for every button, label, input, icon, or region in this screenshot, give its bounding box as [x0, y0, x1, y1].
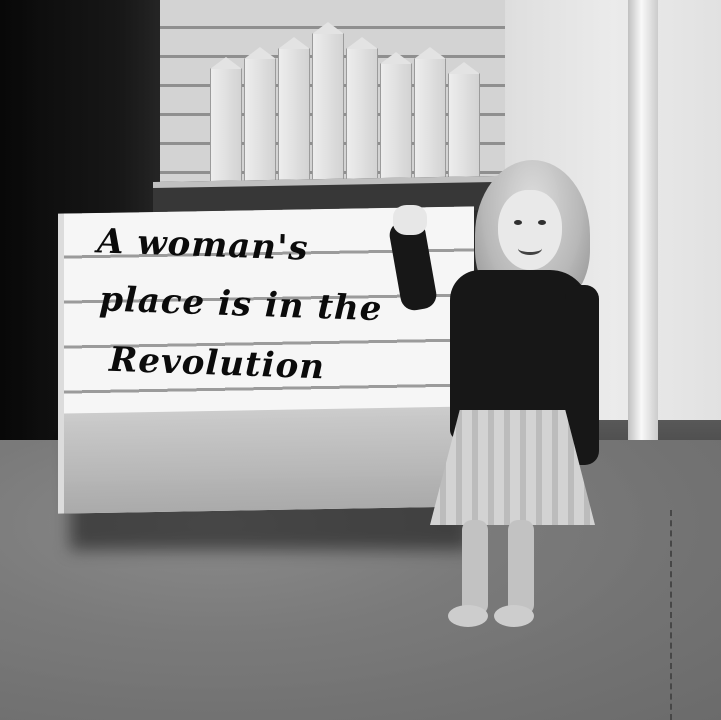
- bare-foot: [448, 605, 488, 627]
- girl-face: [498, 190, 562, 270]
- girl-raising-fist: [390, 150, 610, 640]
- smile: [518, 242, 542, 255]
- pavement-crack: [670, 510, 712, 720]
- eye: [514, 220, 522, 225]
- raised-fist: [393, 205, 427, 235]
- leg: [508, 520, 534, 615]
- leg: [462, 520, 488, 615]
- drain-pipe: [628, 0, 658, 485]
- fence-picket: [244, 58, 276, 200]
- slogan-line-1: A woman's: [96, 221, 310, 269]
- eye: [538, 220, 546, 225]
- slogan-line-3: Revolution: [108, 339, 326, 388]
- fence-picket: [278, 48, 310, 200]
- slogan-line-2: place is in the: [98, 279, 384, 330]
- bare-foot: [494, 605, 534, 627]
- fence-picket: [312, 33, 344, 200]
